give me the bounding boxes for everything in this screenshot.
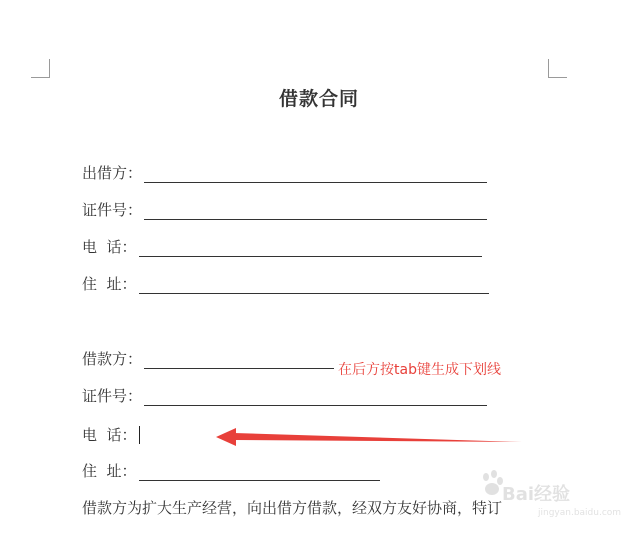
body-paragraph: 借款方为扩大生产经营，向出借方借款，经双方友好协商，特订 (82, 499, 503, 517)
document-title: 借款合同 (278, 88, 359, 110)
borrower-phone-label: 电 话： (82, 426, 137, 444)
lender-phone-underline[interactable] (139, 238, 482, 257)
watermark-sub: jingyan.baidu.com (538, 508, 622, 518)
borrower-address-label: 住 址： (82, 462, 137, 480)
watermark-brand: Bai经验 (502, 484, 571, 505)
lender-address-label: 住 址： (82, 275, 137, 293)
annotation-arrow-icon (210, 420, 530, 450)
borrower-address-field[interactable] (82, 457, 380, 481)
watermark (480, 470, 622, 518)
borrower-address-underline[interactable] (139, 462, 380, 481)
borrower-label: 借款方： (82, 350, 143, 368)
annotation-text: 在后方按tab键生成下划线 (338, 362, 501, 378)
lender-label: 出借方： (82, 164, 143, 182)
lender-id-label: 证件号： (82, 201, 143, 219)
page-corner-mark-top-right (548, 59, 567, 78)
lender-id-field[interactable] (82, 196, 487, 220)
borrower-id-label: 证件号： (82, 387, 143, 405)
borrower-underline[interactable] (144, 350, 334, 369)
lender-address-field[interactable] (82, 270, 489, 294)
lender-phone-field[interactable] (82, 233, 482, 257)
lender-phone-label: 电 话： (82, 238, 137, 256)
borrower-id-field[interactable] (82, 382, 487, 406)
paw-logo-icon (480, 470, 504, 498)
lender-address-underline[interactable] (139, 275, 489, 294)
lender-underline[interactable] (144, 164, 487, 183)
borrower-field[interactable] (82, 345, 334, 369)
borrower-id-underline[interactable] (144, 387, 487, 406)
lender-field[interactable] (82, 159, 487, 183)
text-cursor (139, 426, 140, 444)
borrower-phone-field[interactable] (82, 421, 140, 445)
lender-id-underline[interactable] (144, 201, 487, 220)
page-corner-mark-top-left (31, 59, 50, 78)
